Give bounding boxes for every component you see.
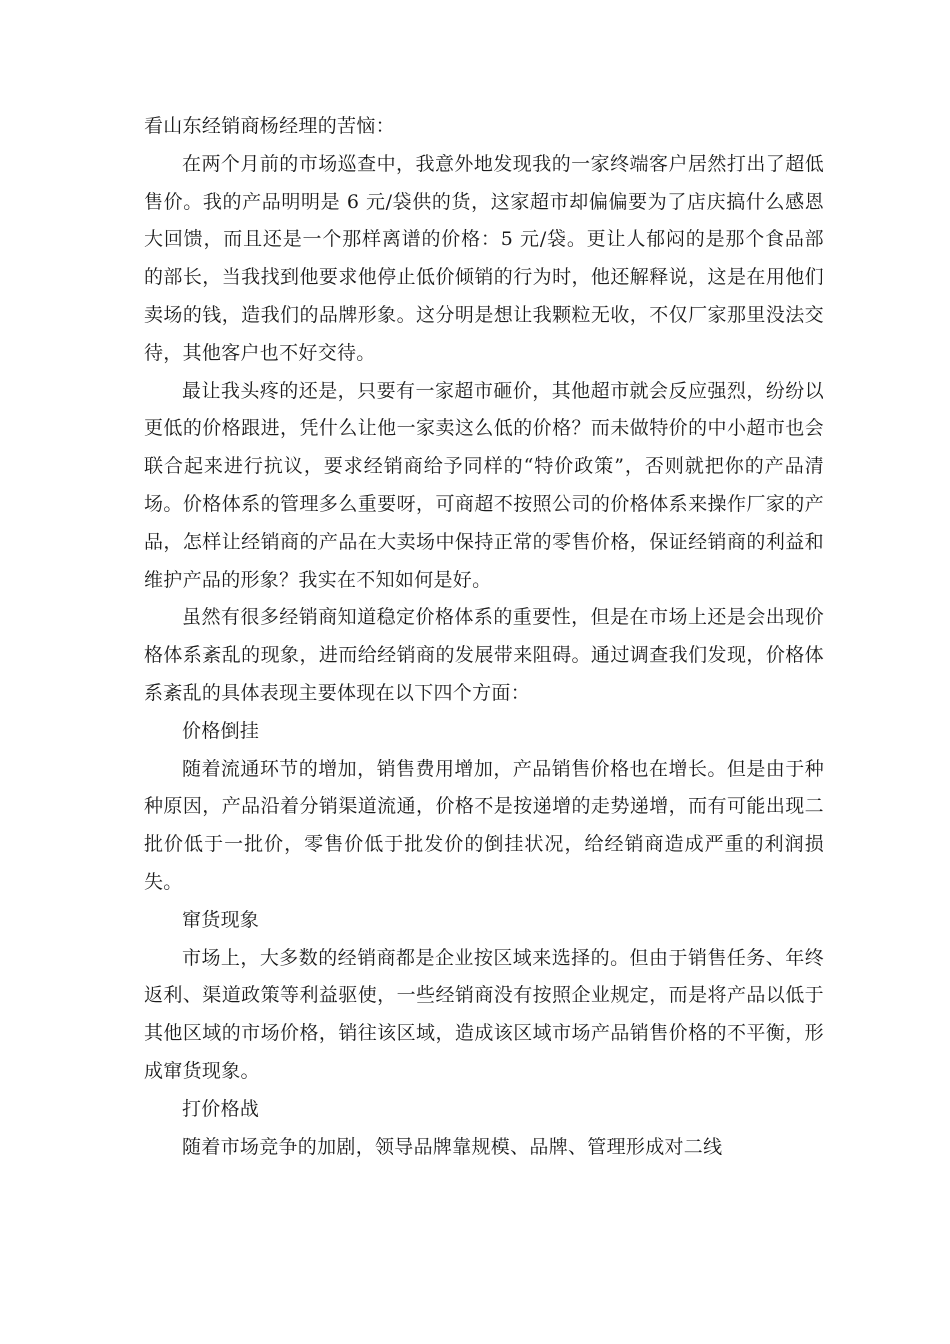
- section-body-price-inversion: 随着流通环节的增加，销售费用增加，产品销售价格也在增长。但是由于种种原因，产品沿着分销渠道流通，价格不是按递增的走势递增，而有可能出现二批价低于一批价，零售价低于批发价的倒挂状况，给经销商造成严重的利润损失。: [144, 757, 824, 893]
- section-heading-price-war: 打价格战: [182, 1097, 260, 1120]
- section-body-price-war: 随着市场竞争的加剧，领导品牌靠规模、品牌、管理形成对二线: [182, 1135, 723, 1158]
- section-heading-cross-region-selling: 窜货现象: [182, 908, 260, 931]
- section-body-cross-region-selling: 市场上，大多数的经销商都是企业按区域来选择的。但由于销售任务、年终返利、渠道政策等利益驱使，一些经销商没有按照企业规定，而是将产品以低于其他区域的市场价格，销往该区域，造成该区域市场产品销售价格的不平衡，形成窜货现象。: [144, 946, 824, 1082]
- paragraph-price-war-headache: 最让我头疼的还是，只要有一家超市砸价，其他超市就会反应强烈，纷纷以更低的价格跟进，凭什么让他一家卖这么低的价格？而未做特价的中小超市也会联合起来进行抗议，要求经销商给予同样的“特价政策”，否则就把你的产品清场。价格体系的管理多么重要呀，可商超不按照公司的价格体系来操作厂家的产品，怎样让经销商的产品在大卖场中保持正常的零售价格，保证经销商的利益和维护产品的形象？我实在不知如何是好。: [144, 379, 824, 591]
- intro-line: 看山东经销商杨经理的苦恼：: [144, 115, 395, 137]
- paragraph-store-anniversary: 在两个月前的市场巡查中，我意外地发现我的一家终端客户居然打出了超低售价。我的产品明明是 6 元/袋供的货，这家超市却偏偏要为了店庆搞什么感恩大回馈，而且还是一个那样离谱的价格：5 元/袋。更让人郁闷的是那个食品部的部长，当我找到他要求他停止低价倾销的行为时，他还解释说，这是在用他们卖场的钱，造我们的品牌形象。这分明是想让我颗粒无收，不仅厂家那里没法交待，其他客户也不好交待。: [144, 152, 824, 364]
- document-body: [144, 108, 824, 1166]
- paragraph-four-aspects: 虽然有很多经销商知道稳定价格体系的重要性，但是在市场上还是会出现价格体系紊乱的现象，进而给经销商的发展带来阻碍。通过调查我们发现，价格体系紊乱的具体表现主要体现在以下四个方面：: [144, 606, 824, 704]
- section-heading-price-inversion: 价格倒挂: [182, 719, 260, 742]
